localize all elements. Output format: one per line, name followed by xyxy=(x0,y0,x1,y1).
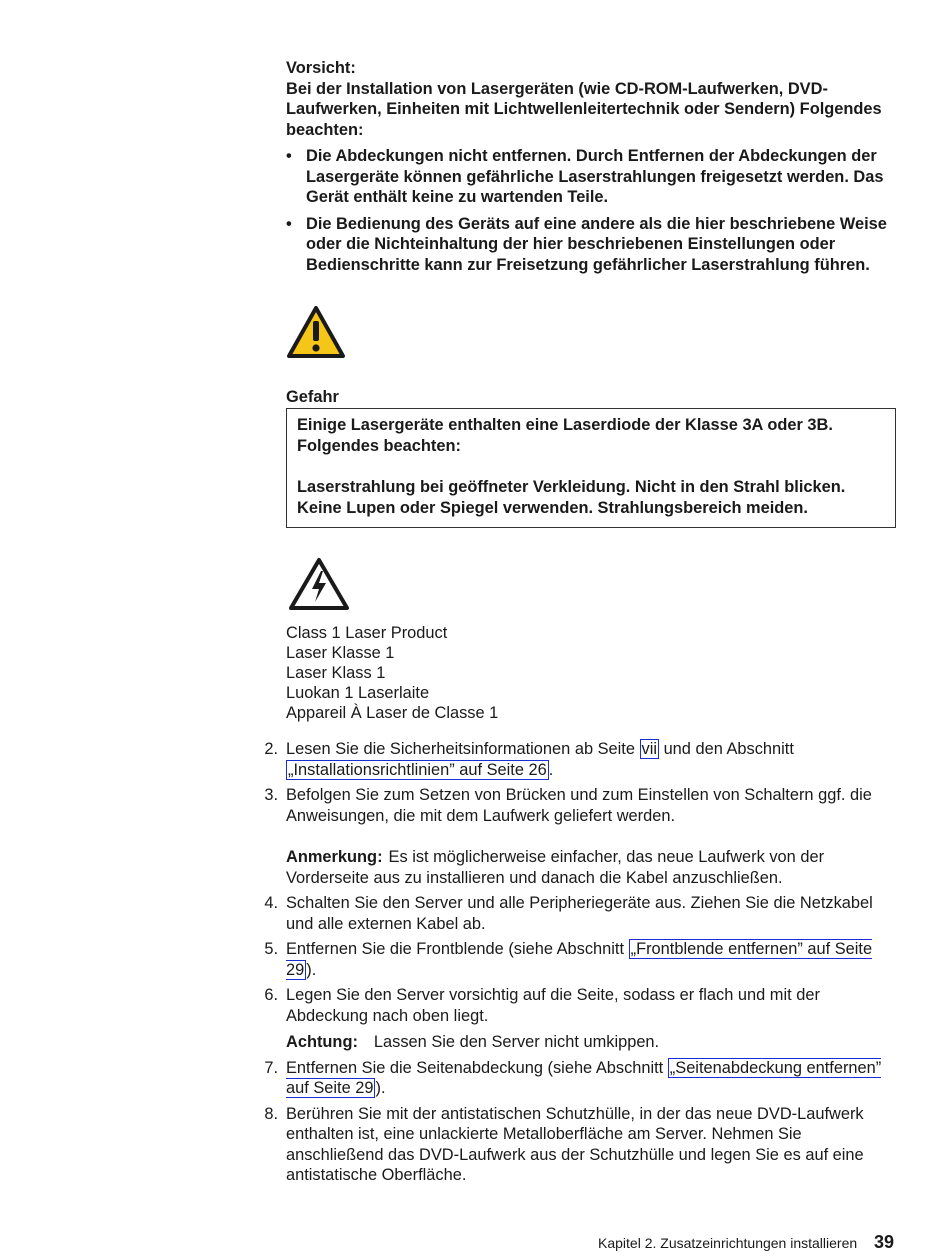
bullet-marker: • xyxy=(286,214,292,233)
step-text: Schalten Sie den Server und alle Peripheriegeräte aus. Ziehen Sie die Netzkabel und alle externen Kabel ab. xyxy=(286,894,873,933)
danger-label: Gefahr xyxy=(286,388,339,406)
warning-triangle-icon xyxy=(286,305,346,359)
step-text: . xyxy=(548,760,554,779)
caution-title: Vorsicht: xyxy=(286,59,356,77)
step-text: und den Abschnitt xyxy=(659,740,794,758)
link-seitenabdeckung-entfernen[interactable]: „Seitenabdeckung entfernen” auf Seite 29 xyxy=(286,1058,882,1097)
page-number: 39 xyxy=(874,1232,895,1252)
danger-text-line1: Einige Lasergeräte enthalten eine Laserdiode der Klasse 3A oder 3B. Folgendes beachten: xyxy=(297,416,833,455)
step-number: 4. xyxy=(264,894,278,912)
attention-label: Achtung: xyxy=(286,1033,358,1051)
step-text: Entfernen Sie die Frontblende (siehe Abschnitt xyxy=(286,940,629,958)
danger-text-line2: Laserstrahlung bei geöffneter Verkleidung. Nicht in den Strahl blicken. Keine Lupen oder Spiegel verwenden. Strahlungsbereich meiden. xyxy=(297,478,846,517)
caution-bullet-list xyxy=(286,146,898,275)
caution-bullet-text: Die Abdeckungen nicht entfernen. Durch Entfernen der Abdeckungen der Lasergeräte können gefährliche Laserstrahlungen freigesetzt werden. Das Gerät enthält keine zu wartenden Teile. xyxy=(306,147,884,206)
step-4 xyxy=(264,893,898,934)
step-number: 7. xyxy=(264,1058,278,1077)
step-list xyxy=(264,739,898,1186)
step-text: Legen Sie den Server vorsichtig auf die Seite, sodass er flach und mit der Abdeckung nach oben liegt. xyxy=(286,986,820,1025)
step-text: Entfernen Sie die Seitenabdeckung (siehe Abschnitt xyxy=(286,1058,668,1077)
link-installationsrichtlinien[interactable]: „Installationsrichtlinien” auf Seite 26 xyxy=(288,760,547,779)
step-text: Lesen Sie die Sicherheitsinformationen ab Seite xyxy=(286,740,640,758)
step-7 xyxy=(264,1058,898,1099)
step-3 xyxy=(264,785,898,888)
link-frontblende-entfernen[interactable]: „Frontblende entfernen” auf Seite 29 xyxy=(286,940,873,979)
step-text: ). xyxy=(306,960,317,979)
step-attention xyxy=(286,1032,898,1053)
link-page-vii[interactable]: vii xyxy=(641,740,658,758)
laser-label: Class 1 Laser Product xyxy=(286,624,448,642)
page-footer xyxy=(598,1232,898,1254)
step-number: 8. xyxy=(264,1104,278,1123)
footer-chapter: Kapitel 2. Zusatzeinrichtungen installieren xyxy=(598,1235,858,1251)
step-text: Befolgen Sie zum Setzen von Brücken und zum Einstellen von Schaltern ggf. die Anweisungen, die mit dem Laufwerk geliefert werden. xyxy=(286,786,872,825)
laser-label: Appareil À Laser de Classe 1 xyxy=(286,704,499,722)
page-content xyxy=(264,58,898,1191)
danger-notice-box xyxy=(286,408,896,528)
laser-label: Laser Klasse 1 xyxy=(286,644,395,662)
step-note xyxy=(286,847,898,888)
laser-class-labels xyxy=(286,623,898,723)
step-2 xyxy=(264,739,898,780)
step-number: 2. xyxy=(264,740,278,758)
note-text: Es ist möglicherweise einfacher, das neue Laufwerk von der Vorderseite aus zu installieren und danach die Kabel anzuschließen. xyxy=(286,848,825,887)
caution-intro: Bei der Installation von Lasergeräten (wie CD-ROM-Laufwerken, DVD-Laufwerken, Einheiten mit Lichtwellenleitertechnik oder Sendern) Folgendes beachten: xyxy=(286,79,882,139)
bullet-marker: • xyxy=(286,147,292,165)
step-text: Berühren Sie mit der antistatischen Schutzhülle, in der das neue DVD-Laufwerk enthalten ist, eine unlackierte Metalloberfläche am Server. Nehmen Sie anschließend das DVD-Laufwerk aus der Schutzhülle und legen Sie es auf eine antistatische Oberfläche. xyxy=(286,1104,864,1184)
note-label: Anmerkung: xyxy=(286,848,383,866)
caution-bullet xyxy=(286,146,898,208)
step-number: 3. xyxy=(264,786,278,804)
step-number: 5. xyxy=(264,940,278,958)
caution-bullet-text: Die Bedienung des Geräts auf eine andere als die hier beschriebene Weise oder die Nichteinhaltung der hier beschriebenen Einstellungen oder Bedienschritte kann zur Freisetzung gefährlicher Laserstrahlung führen. xyxy=(306,214,887,274)
laser-label: Laser Klass 1 xyxy=(286,664,386,682)
step-5 xyxy=(264,939,898,980)
attention-text: Lassen Sie den Server nicht umkippen. xyxy=(373,1033,660,1051)
caution-bullet xyxy=(286,214,898,276)
step-number: 6. xyxy=(264,986,278,1004)
step-8 xyxy=(264,1104,898,1186)
step-6 xyxy=(264,985,898,1053)
electrical-hazard-icon xyxy=(288,557,350,611)
laser-label: Luokan 1 Laserlaite xyxy=(286,684,430,702)
step-text: ). xyxy=(375,1079,386,1097)
